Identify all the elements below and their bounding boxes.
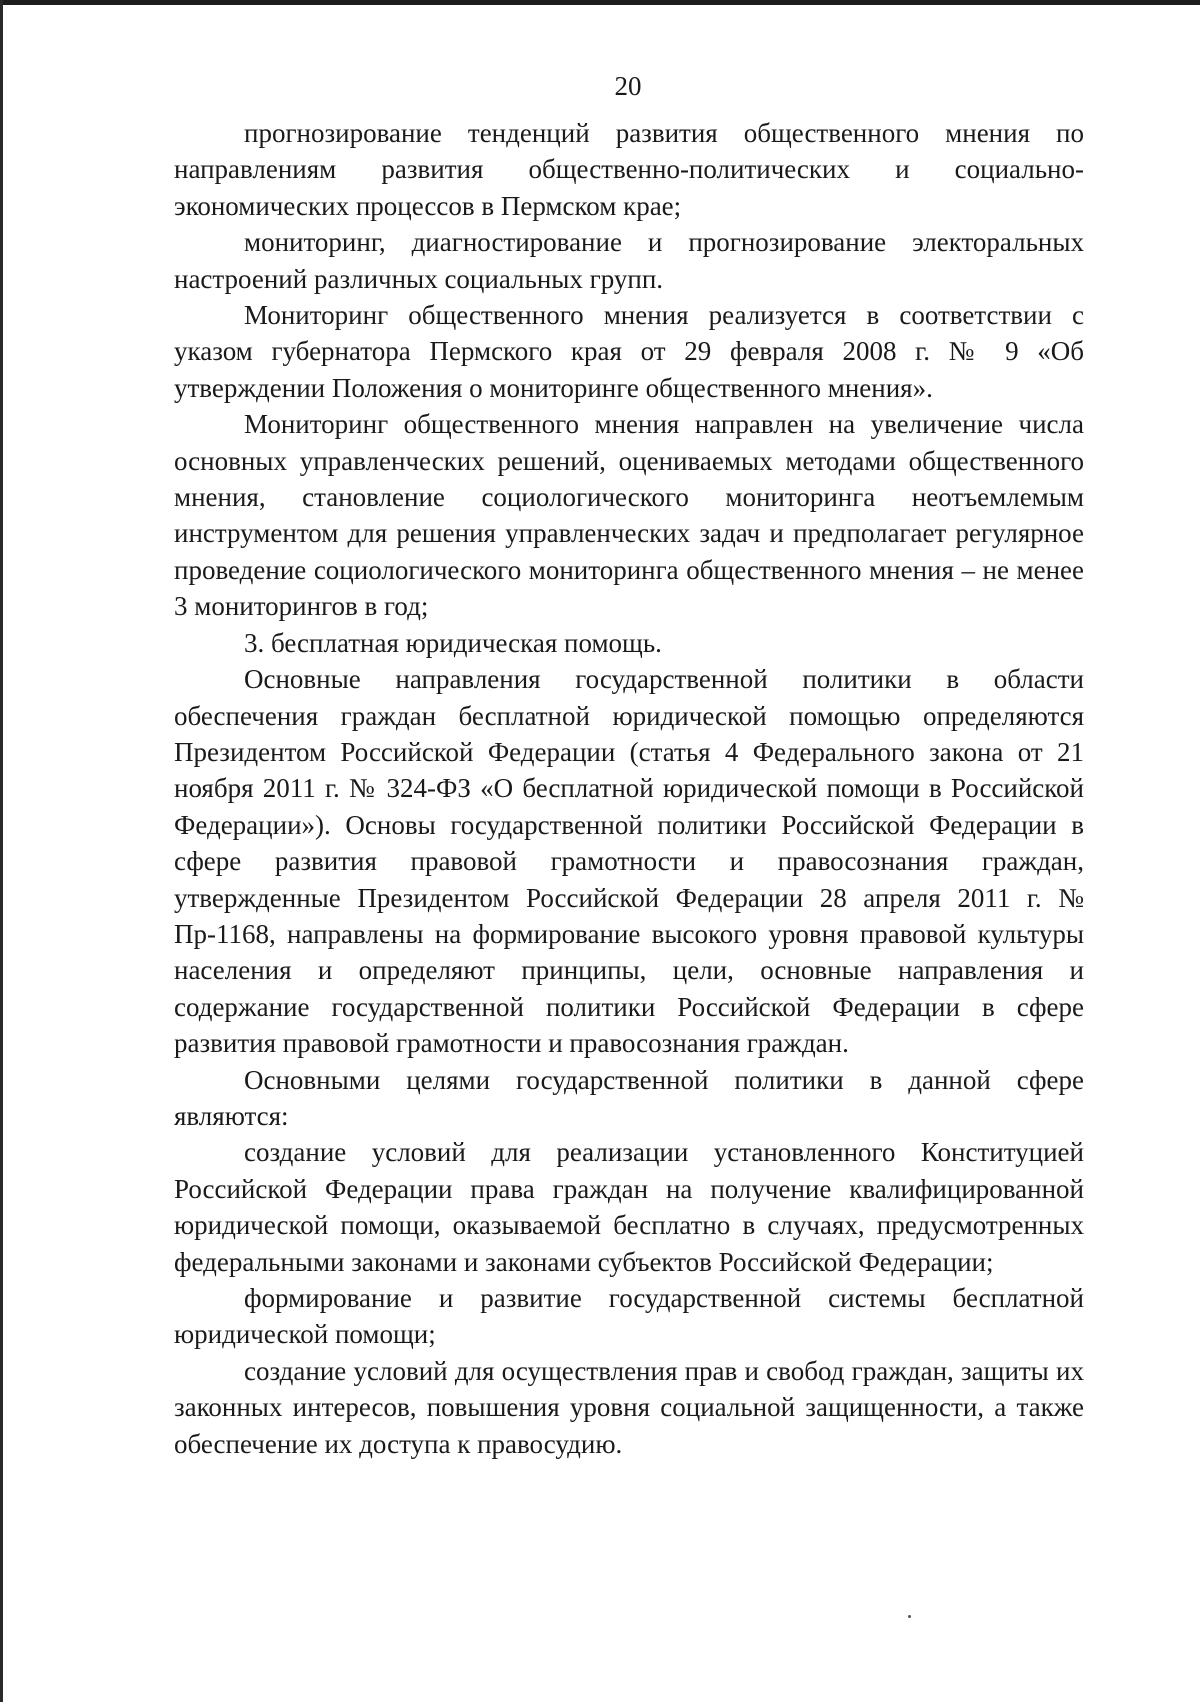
paragraph-legal-aid-heading: 3. бесплатная юридическая помощь. (244, 627, 662, 658)
paragraph-monitoring-goals: Мониторинг общественного мнения направлен на увеличение числа основных управленческих решений, оцениваемых методами общественного мнения, становление социологического мониторинга неотъемлемым инструментом для решения управленческих задач и предполагает регулярное проведение социологического мониторинга общественного мнения – не менее 3 мониторингов в год; (174, 409, 1084, 622)
paragraph-goal-rights: создание условий для осуществления прав и свобод граждан, защиты их законных интересов, повышения уровня социальной защищенности, а также обеспечение их доступа к правосудию. (174, 1355, 1084, 1459)
page-number: 20 (614, 71, 642, 101)
document-body (174, 115, 1084, 1462)
scan-border-top (0, 0, 1200, 5)
paragraph-electoral-monitoring: мониторинг, диагностирование и прогнозирование электоральных настроений различных социальных групп. (174, 227, 1084, 294)
paragraph-forecasting: прогнозирование тенденций развития общественного мнения по направлениям развития общественно-политических и социально-экономических процессов в Пермском крае; (174, 118, 1084, 221)
paragraph-policy-goals-intro: Основными целями государственной политики в данной сфере являются: (174, 1064, 1084, 1131)
paragraph-state-policy-directions: Основные направления государственной политики в области обеспечения граждан бесплатной юридической помощью определяются Президентом Российской Федерации (статья 4 Федерального закона от 21 ноября 2011 г. № 324-ФЗ «О бесплатной юридической помощи в Российской Федерации»). Основы государственной политики Российской Федерации в сфере развития правовой грамотности и правосознания граждан, утвержденные Президентом Российской Федерации 28 апреля 2011 г. № Пр-1168, направлены на формирование высокого уровня правовой культуры населения и определяют принципы, цели, основные направления и содержание государственной политики Российской Федерации в сфере развития правовой грамотности и правосознания граждан. (174, 664, 1084, 1059)
paragraph-monitoring-decree: Мониторинг общественного мнения реализуется в соответствии с указом губернатора Пермского края от 29 февраля 2008 г. № 9 «Об утверждении Положения о мониторинге общественного мнения». (174, 300, 1084, 403)
paragraph-goal-system: формирование и развитие государственной системы бесплатной юридической помощи; (174, 1283, 1084, 1350)
scan-speck (908, 1615, 911, 1618)
scan-border-left (0, 0, 3, 1702)
paragraph-goal-conditions: создание условий для реализации установленного Конституцией Российской Федерации права граждан на получение квалифицированной юридической помощи, оказываемой бесплатно в случаях, предусмотренных федеральными законами и законами субъектов Российской Федерации; (174, 1137, 1084, 1277)
